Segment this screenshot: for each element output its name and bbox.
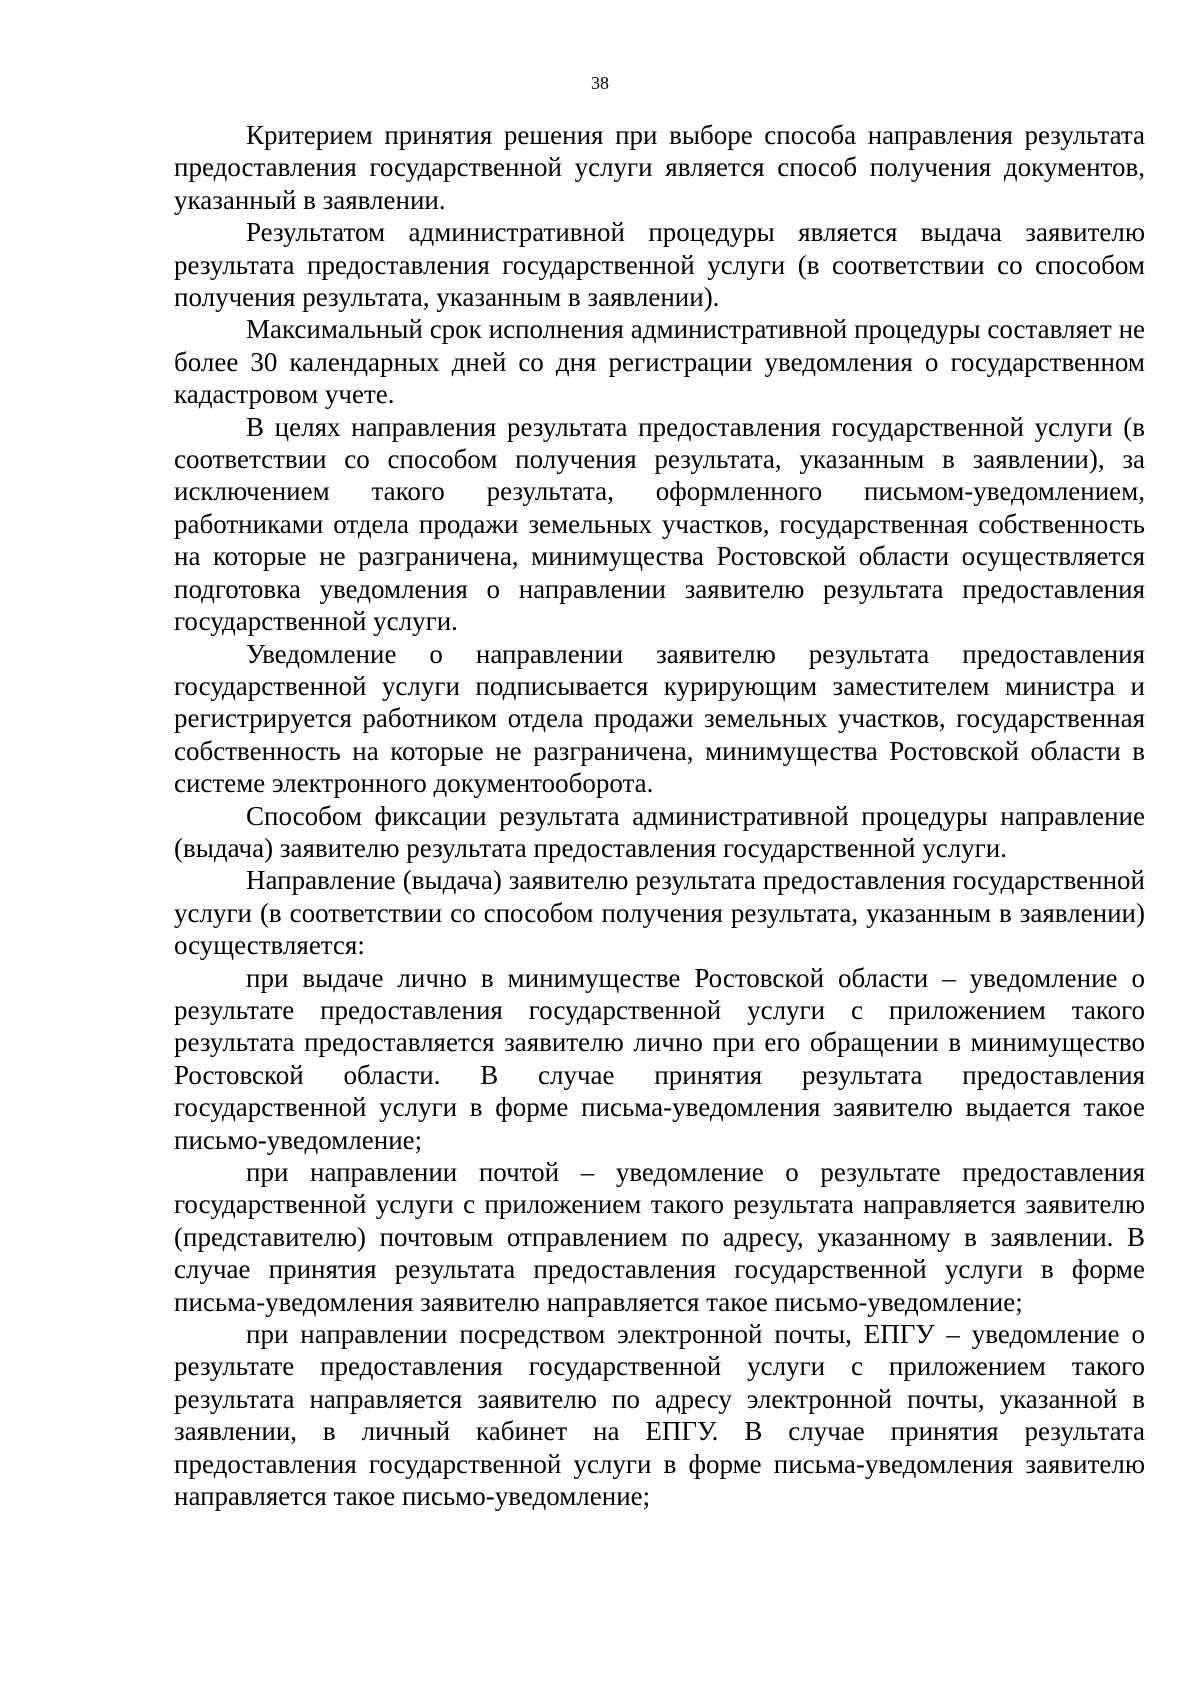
paragraph-procedure-result: Результатом административной процедуры является выдача заявителю результата предоставления государственной услуги (в соответствии со способом получения результата, указанным в заявлении).	[174, 217, 1145, 313]
page-number: 38	[591, 73, 609, 93]
paragraph-max-term: Максимальный срок исполнения административной процедуры составляет не более 30 календарных дней со дня регистрации уведомления о государственном кадастровом учете.	[174, 314, 1145, 410]
paragraph-delivery-by-mail: при направлении почтой – уведомление о результате предоставления государственной услуги с приложением такого результата направляется заявителю (представителю) почтовым отправлением по адресу, указанному в заявлении. В случае принятия результата предоставления государственной услуги в форме письма-уведомления заявителю направляется такое письмо-уведомление;	[174, 1157, 1145, 1317]
paragraph-fixation-method: Способом фиксации результата административной процедуры направление (выдача) заявителю результата предоставления государственной услуги.	[174, 800, 1145, 863]
paragraph-delivery-electronic: при направлении посредством электронной почты, ЕПГУ – уведомление о результате предоставления государственной услуги с приложением такого результата направляется заявителю по адресу электронной почты, указанной в заявлении, в личный кабинет на ЕПГУ. В случае принятия результата предоставления государственной услуги в форме письма-уведомления заявителю направляется такое письмо-уведомление;	[174, 1319, 1145, 1512]
paragraph-delivery-in-person: при выдаче лично в минимуществе Ростовской области – уведомление о результате предоставления государственной услуги с приложением такого результата предоставляется заявителю лично при его обращении в минимущество Ростовской области. В случае принятия результата предоставления государственной услуги в форме письма-уведомления заявителю выдается такое письмо-уведомление;	[174, 962, 1145, 1155]
paragraph-decision-criterion: Критерием принятия решения при выборе способа направления результата предоставления государственной услуги является способ получения документов, указанный в заявлении.	[174, 120, 1145, 215]
paragraph-notification-preparation: В целях направления результата предоставления государственной услуги (в соответствии со способом получения результата, указанным в заявлении), за исключением такого результата, оформленного письмом-уведомлением, работниками отдела продажи земельных участков, государственная собственность на которые не разграничена, минимущества Ростовской области осуществляется подготовка уведомления о направлении заявителю результата предоставления государственной услуги.	[174, 411, 1145, 637]
paragraph-delivery-intro: Направление (выдача) заявителю результата предоставления государственной услуги (в соответствии со способом получения результата, указанным в заявлении) осуществляется:	[174, 865, 1145, 961]
paragraph-notification-signing: Уведомление о направлении заявителю результата предоставления государственной услуги подписывается курирующим заместителем министра и регистрируется работником отдела продажи земельных участков, государственная собственность на которые не разграничена, минимущества Ростовской области в системе электронного документооборота.	[174, 638, 1145, 799]
document-body	[174, 119, 1145, 1512]
